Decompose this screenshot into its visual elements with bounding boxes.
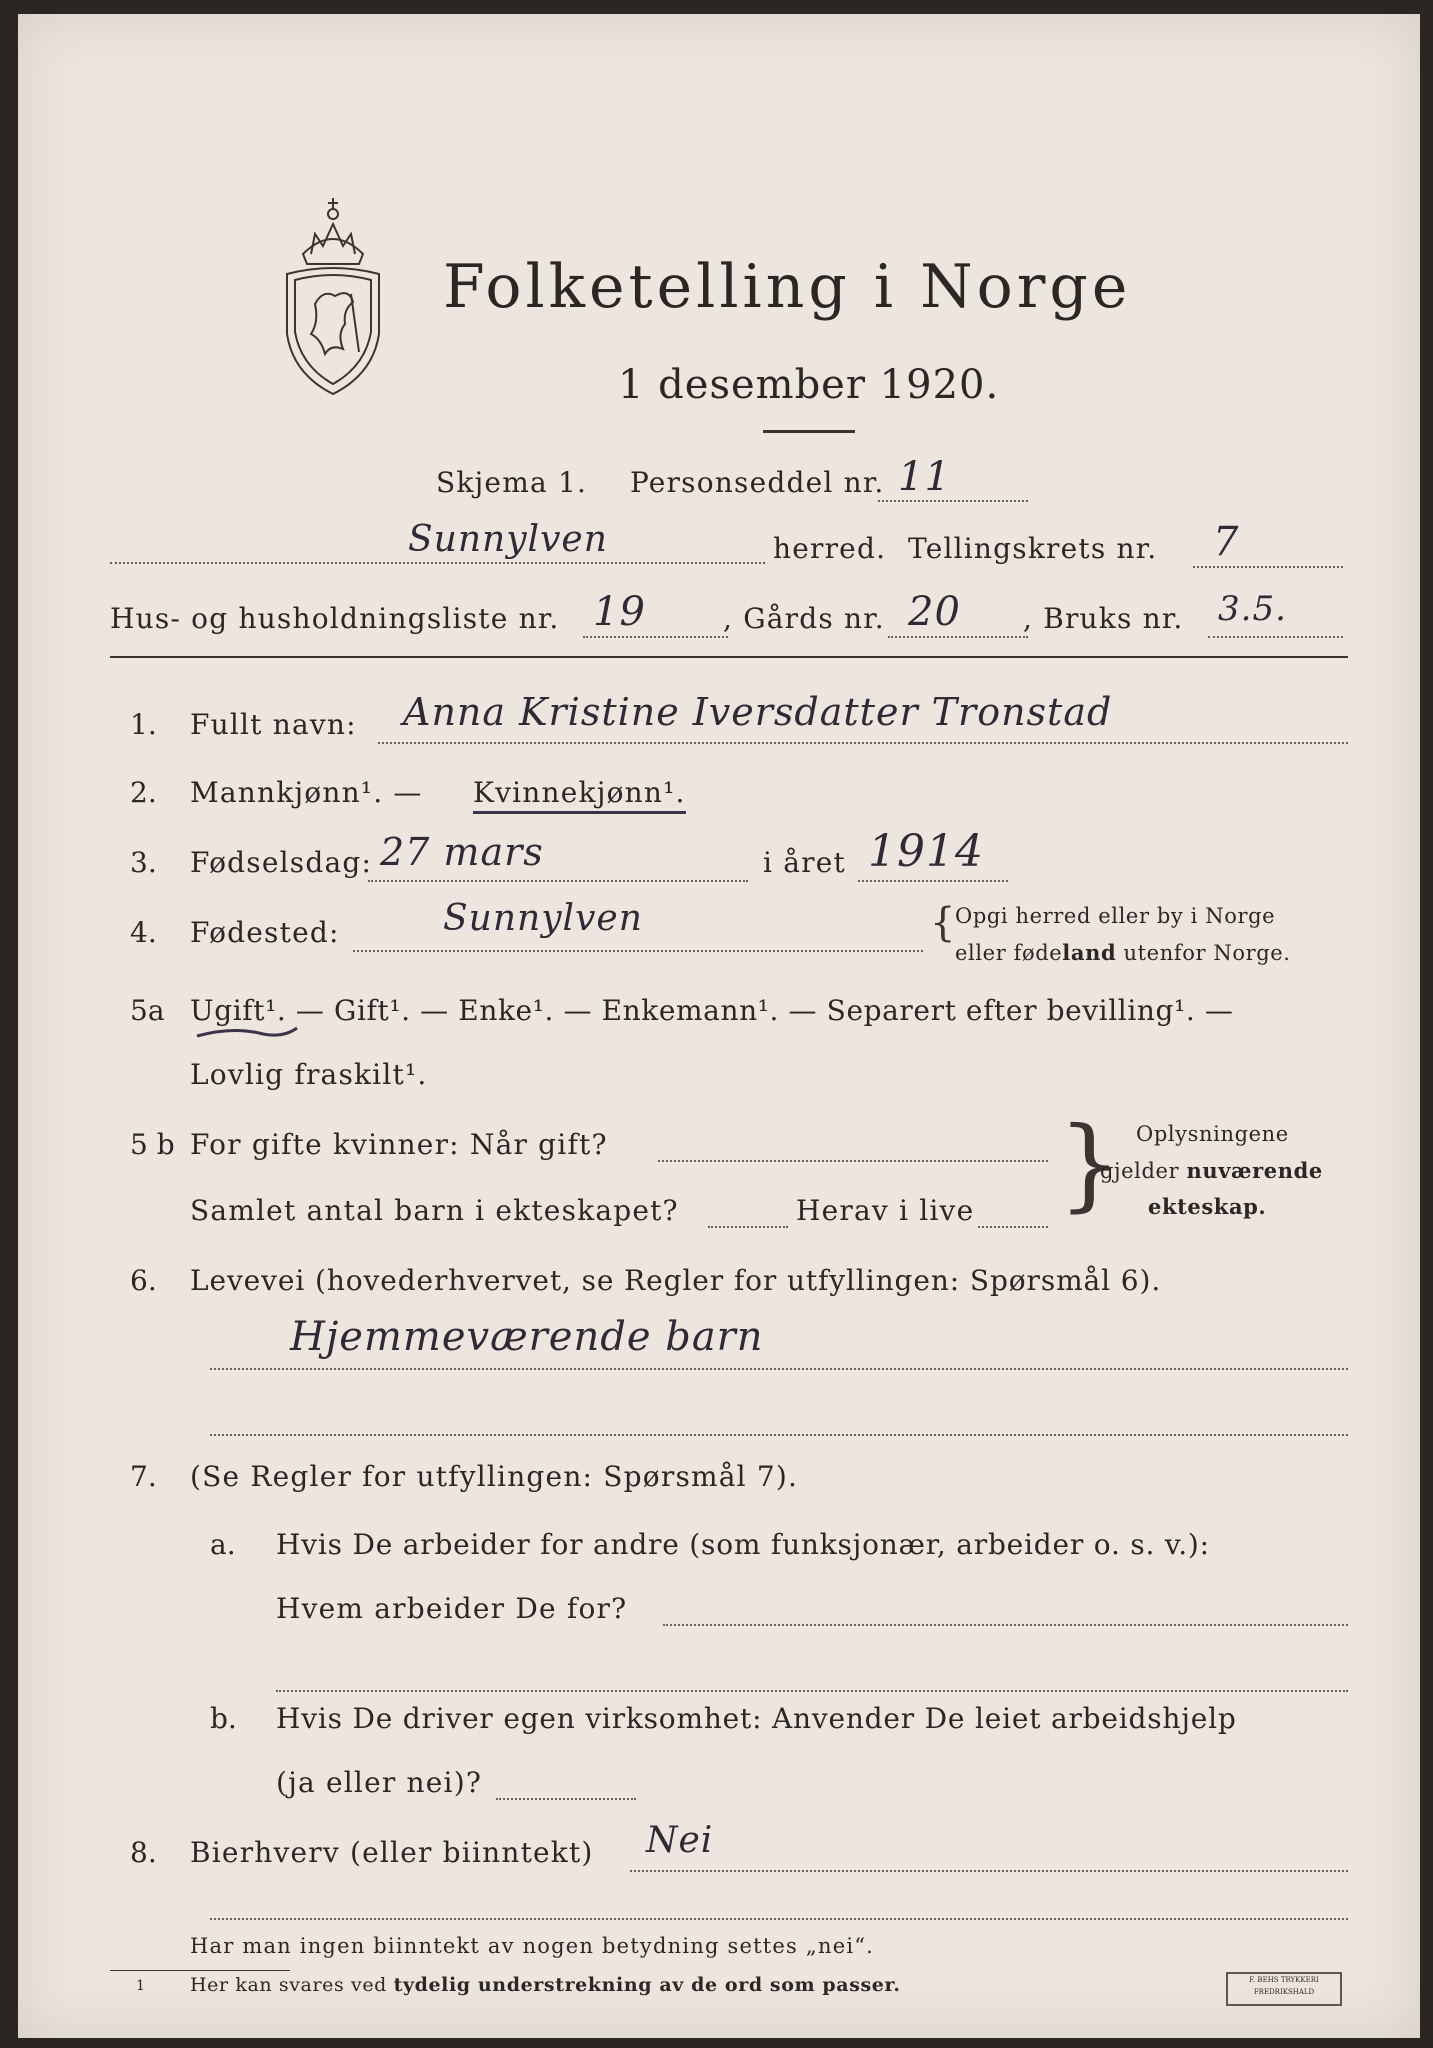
q5b-label-3: Herav i live bbox=[796, 1194, 975, 1227]
census-form-sheet bbox=[18, 14, 1420, 2038]
q6-value[interactable]: Hjemmeværende barn bbox=[290, 1314, 764, 1360]
q1-value[interactable]: Anna Kristine Iversdatter Tronstad bbox=[403, 690, 1113, 734]
q3-year-value[interactable]: 1914 bbox=[868, 826, 984, 877]
q8-line bbox=[630, 1870, 1348, 1872]
q5b-number: 5 b bbox=[130, 1128, 175, 1161]
q4-note-1: Opgi herred eller by i Norge bbox=[955, 904, 1276, 928]
q5a-number: 5a bbox=[130, 994, 165, 1027]
q4-value[interactable]: Sunnylven bbox=[443, 898, 643, 939]
q5b-label-2: Samlet antal barn i ekteskapet? bbox=[190, 1194, 679, 1227]
footnote-number: 1 bbox=[136, 1978, 145, 1994]
gards-line bbox=[888, 636, 1028, 638]
q7b-label-2: (ja eller nei)? bbox=[276, 1766, 483, 1799]
q4-number: 4. bbox=[130, 916, 157, 949]
q4-note-2: eller fødeland utenfor Norge. bbox=[955, 940, 1291, 965]
q3-number: 3. bbox=[130, 846, 157, 879]
q1-line bbox=[378, 742, 1348, 744]
bruks-value[interactable]: 3.5. bbox=[1218, 589, 1287, 629]
personseddel-line bbox=[878, 500, 1028, 502]
q2-number: 2. bbox=[130, 776, 157, 809]
q4-line bbox=[353, 950, 923, 952]
gards-value[interactable]: 20 bbox=[908, 589, 961, 635]
q5b-note-1: Oplysningene bbox=[1136, 1122, 1289, 1146]
q7a-letter: a. bbox=[210, 1528, 236, 1561]
q1-label: Fullt navn: bbox=[190, 708, 357, 741]
herred-label: herred. bbox=[773, 532, 887, 565]
q7-label: (Se Regler for utfyllingen: Spørsmål 7). bbox=[190, 1460, 799, 1493]
q8-number: 8. bbox=[130, 1836, 157, 1869]
q3-line bbox=[368, 880, 748, 882]
hus-line bbox=[583, 636, 728, 638]
q7-number: 7. bbox=[130, 1460, 157, 1493]
q5b-married-line bbox=[658, 1160, 1048, 1162]
q1-number: 1. bbox=[130, 708, 157, 741]
q4-brace: { bbox=[930, 900, 956, 946]
hus-value[interactable]: 19 bbox=[593, 589, 646, 635]
tellingskrets-value[interactable]: 7 bbox=[1213, 519, 1240, 565]
header-divider bbox=[110, 656, 1348, 658]
personseddel-label: Personseddel nr. bbox=[630, 466, 885, 499]
q2-label-male: Mannkjønn¹. — bbox=[190, 776, 423, 809]
q7b-line bbox=[496, 1798, 636, 1800]
q6-line-1 bbox=[210, 1368, 1348, 1370]
herred-line bbox=[110, 562, 765, 564]
tellingskrets-line bbox=[1193, 566, 1343, 568]
q7b-label: Hvis De driver egen virksomhet: Anvender De leiet arbeidshjelp bbox=[276, 1702, 1237, 1735]
q5b-note-2: gjelder nuværende bbox=[1100, 1158, 1323, 1183]
q3-year-label: i året bbox=[763, 846, 846, 879]
q3-label: Fødselsdag: bbox=[190, 846, 373, 879]
printer-stamp: F. BEHS TRYKKERI FREDRIKSHALD bbox=[1226, 1972, 1342, 2006]
gards-label: , Gårds nr. bbox=[723, 602, 885, 635]
q5b-label-1: For gifte kvinner: Når gift? bbox=[190, 1128, 608, 1161]
q7a-line-2 bbox=[276, 1690, 1348, 1692]
herred-value[interactable]: Sunnylven bbox=[408, 519, 608, 560]
footer-note: Har man ingen biinntekt av nogen betydning settes „nei“. bbox=[190, 1934, 875, 1958]
q8-label: Bierhverv (eller biinntekt) bbox=[190, 1836, 594, 1869]
q6-line-2 bbox=[210, 1434, 1348, 1436]
q5b-brace: } bbox=[1058, 1105, 1122, 1222]
bruks-line bbox=[1208, 636, 1343, 638]
census-date: 1 desember 1920. bbox=[618, 362, 1000, 408]
q8-value[interactable]: Nei bbox=[646, 1820, 714, 1861]
q3-value[interactable]: 27 mars bbox=[380, 830, 544, 874]
q6-number: 6. bbox=[130, 1264, 157, 1297]
personseddel-value[interactable]: 11 bbox=[898, 454, 951, 500]
q2-label-female[interactable]: Kvinnekjønn¹. bbox=[473, 776, 686, 814]
tellingskrets-label: Tellingskrets nr. bbox=[908, 532, 1158, 565]
q5a-options[interactable]: Ugift¹. — Gift¹. — Enke¹. — Enkemann¹. — Separert efter bevilling¹. — bbox=[190, 994, 1234, 1027]
q5b-note-3: ekteskap. bbox=[1148, 1194, 1267, 1219]
q6-label: Levevei (hovederhvervet, se Regler for utfyllingen: Spørsmål 6). bbox=[190, 1264, 1162, 1297]
norway-coat-of-arms-icon bbox=[273, 184, 393, 404]
q7a-line-1 bbox=[663, 1624, 1348, 1626]
q5b-children-line bbox=[708, 1226, 788, 1228]
q8-line-2 bbox=[210, 1918, 1348, 1920]
footnote-text: Her kan svares ved tydelig understrekning av de ord som passer. bbox=[190, 1974, 901, 1996]
page-title: Folketelling i Norge bbox=[443, 252, 1132, 322]
q5b-alive-line bbox=[978, 1226, 1048, 1228]
q4-label: Fødested: bbox=[190, 916, 340, 949]
title-divider bbox=[763, 430, 855, 433]
q7b-letter: b. bbox=[210, 1702, 237, 1735]
ugift-underline-mark bbox=[193, 1022, 303, 1046]
q7a-label: Hvis De arbeider for andre (som funksjonær, arbeider o. s. v.): bbox=[276, 1528, 1210, 1561]
hus-label: Hus- og husholdningsliste nr. bbox=[110, 602, 560, 635]
q7a-label-2: Hvem arbeider De for? bbox=[276, 1592, 628, 1625]
q3-year-line bbox=[858, 880, 1008, 882]
q5a-options-2[interactable]: Lovlig fraskilt¹. bbox=[190, 1058, 428, 1091]
footnote-divider bbox=[110, 1970, 290, 1971]
bruks-label: , Bruks nr. bbox=[1023, 602, 1184, 635]
skjema-label: Skjema 1. bbox=[436, 466, 588, 499]
